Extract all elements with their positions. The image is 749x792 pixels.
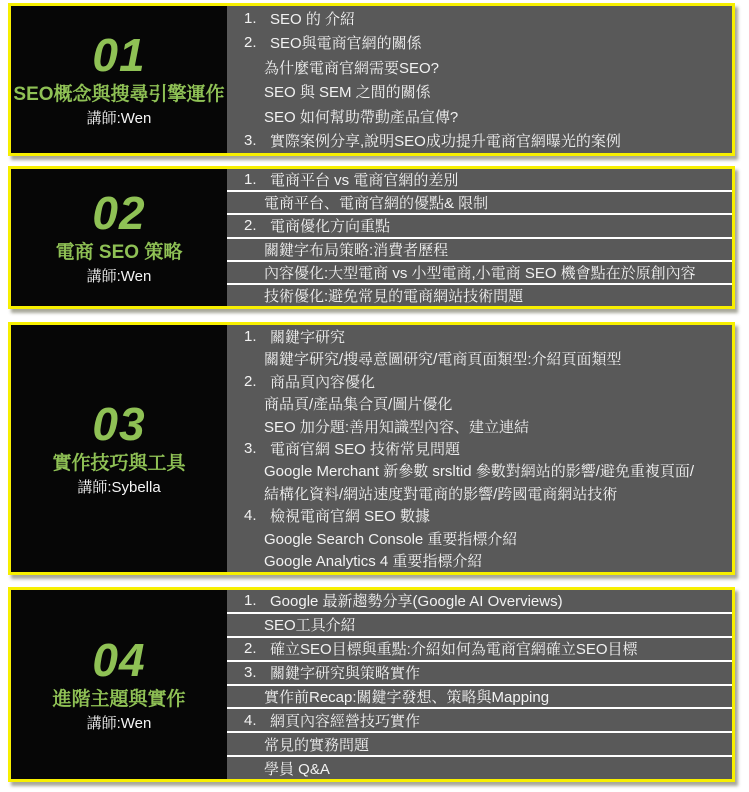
outline-item-number: 1. — [244, 327, 257, 345]
outline-item-text: 技術優化:避免常見的電商網站技術問題 — [264, 287, 524, 305]
outline-item-text: 為什麼電商官網需要SEO? — [264, 59, 440, 77]
outline-item-number: 2. — [244, 640, 257, 658]
module-number: 03 — [92, 397, 146, 450]
course-outline — [0, 3, 749, 782]
module-title: 實作技巧與工具 — [52, 453, 186, 475]
outline-item-text: Google Search Console 重要指標介紹 — [264, 530, 518, 548]
outline-item-text: 結構化資料/網站速度對電商的影響/跨國電商網站技術 — [264, 485, 618, 503]
outline-item — [227, 213, 732, 236]
outline-item-text: 商品頁/產品集合頁/圖片優化 — [264, 396, 453, 414]
outline-item — [227, 755, 732, 779]
outline-item-text: 關鍵字布局策略:消費者歷程 — [264, 241, 449, 259]
outline-item — [227, 260, 732, 283]
outline-item-number: 1. — [244, 9, 257, 27]
outline-item-text: 商品頁內容優化 — [270, 373, 376, 391]
module-number: 02 — [92, 186, 146, 239]
module-header-panel — [11, 169, 227, 306]
outline-item — [227, 55, 732, 80]
outline-item-text: 檢視電商官網 SEO 數據 — [270, 508, 431, 526]
outline-item — [227, 415, 732, 437]
outline-item — [227, 550, 732, 572]
module-section-02 — [8, 166, 735, 309]
module-title: 電商 SEO 策略 — [55, 242, 183, 264]
outline-item-number: 4. — [244, 507, 257, 525]
outline-item — [227, 6, 732, 31]
outline-item-number: 2. — [244, 34, 257, 52]
module-topics-panel — [227, 169, 732, 306]
module-title: 進階主題與實作 — [52, 689, 186, 711]
outline-item-text: 關鍵字研究/搜尋意圖研究/電商頁面類型:介紹頁面類型 — [264, 351, 622, 369]
outline-item-text: 網頁內容經營技巧實作 — [270, 712, 421, 730]
module-instructor: 講師:Sybella — [77, 479, 161, 497]
outline-item-text: 確立SEO目標與重點:介紹如何為電商官網確立SEO目標 — [270, 641, 638, 659]
module-topics-panel — [227, 590, 732, 779]
module-number: 04 — [92, 633, 146, 686]
outline-item — [227, 237, 732, 260]
outline-item-text: Google Analytics 4 重要指標介紹 — [264, 553, 483, 571]
outline-item-text: Google 最新趨勢分享(Google AI Overviews) — [270, 593, 563, 611]
outline-item-number: 4. — [244, 711, 257, 729]
module-topics-panel — [227, 6, 732, 153]
outline-item — [227, 636, 732, 660]
outline-item — [227, 684, 732, 708]
outline-item — [227, 460, 732, 482]
outline-item-text: 學員 Q&A — [264, 760, 330, 778]
outline-item — [227, 392, 732, 414]
outline-item — [227, 80, 732, 105]
outline-item-number: 1. — [244, 592, 257, 610]
outline-item-number: 3. — [244, 439, 257, 457]
outline-item — [227, 190, 732, 213]
outline-item — [227, 612, 732, 636]
outline-item-text: 電商平台 vs 電商官網的差別 — [270, 172, 459, 190]
outline-item — [227, 31, 732, 56]
module-header-panel — [11, 6, 227, 153]
outline-item — [227, 370, 732, 392]
module-instructor: 講師:Wen — [86, 268, 152, 286]
outline-item — [227, 129, 732, 154]
outline-item-text: 內容優化:大型電商 vs 小型電商,小電商 SEO 機會點在於原創內容 — [264, 264, 696, 282]
module-topics-panel — [227, 325, 732, 572]
outline-item-number: 3. — [244, 664, 257, 682]
module-number: 01 — [92, 28, 146, 81]
outline-item — [227, 437, 732, 459]
outline-item-number: 2. — [244, 372, 257, 390]
module-title: SEO概念與搜尋引擎運作 — [13, 84, 225, 106]
outline-item-text: SEO與電商官網的關係 — [270, 35, 422, 53]
module-instructor: 講師:Wen — [86, 715, 152, 733]
outline-item-number: 1. — [244, 171, 257, 189]
outline-item-text: 電商優化方向重點 — [270, 218, 391, 236]
module-header-panel — [11, 325, 227, 572]
module-header-panel — [11, 590, 227, 779]
outline-item-text: 關鍵字研究 — [270, 328, 346, 346]
outline-item — [227, 660, 732, 684]
outline-item — [227, 283, 732, 306]
outline-item — [227, 527, 732, 549]
outline-item-text: 關鍵字研究與策略實作 — [270, 665, 421, 683]
outline-item-text: SEO 的 介紹 — [270, 10, 356, 28]
outline-item-text: 實際案例分享,說明SEO成功提升電商官網曝光的案例 — [270, 133, 621, 151]
outline-item — [227, 325, 732, 347]
outline-item — [227, 590, 732, 612]
outline-item — [227, 731, 732, 755]
outline-item — [227, 347, 732, 369]
outline-item-text: SEO 加分題:善用知識型內容、建立連結 — [264, 418, 530, 436]
outline-item — [227, 104, 732, 129]
outline-item — [227, 169, 732, 190]
outline-item-number: 2. — [244, 217, 257, 235]
module-section-03 — [8, 322, 735, 575]
outline-item-text: 電商平台、電商官網的優點& 限制 — [264, 195, 489, 213]
outline-item — [227, 505, 732, 527]
outline-item-text: SEO工具介紹 — [264, 617, 356, 635]
outline-item — [227, 482, 732, 504]
outline-item-text: Google Merchant 新參數 srsltid 參數對網站的影響/避免重複頁面/ — [264, 463, 695, 481]
module-section-04 — [8, 587, 735, 782]
module-instructor: 講師:Wen — [86, 110, 152, 128]
outline-item-text: SEO 與 SEM 之間的關係 — [264, 84, 431, 102]
module-section-01 — [8, 3, 735, 156]
outline-item-number: 3. — [244, 132, 257, 150]
outline-item-text: SEO 如何幫助帶動產品宣傳? — [264, 108, 459, 126]
outline-item — [227, 707, 732, 731]
outline-item-text: 實作前Recap:關鍵字發想、策略與Mapping — [264, 688, 550, 706]
outline-item-text: 電商官網 SEO 技術常見問題 — [270, 440, 461, 458]
outline-item-text: 常見的實務問題 — [264, 736, 370, 754]
